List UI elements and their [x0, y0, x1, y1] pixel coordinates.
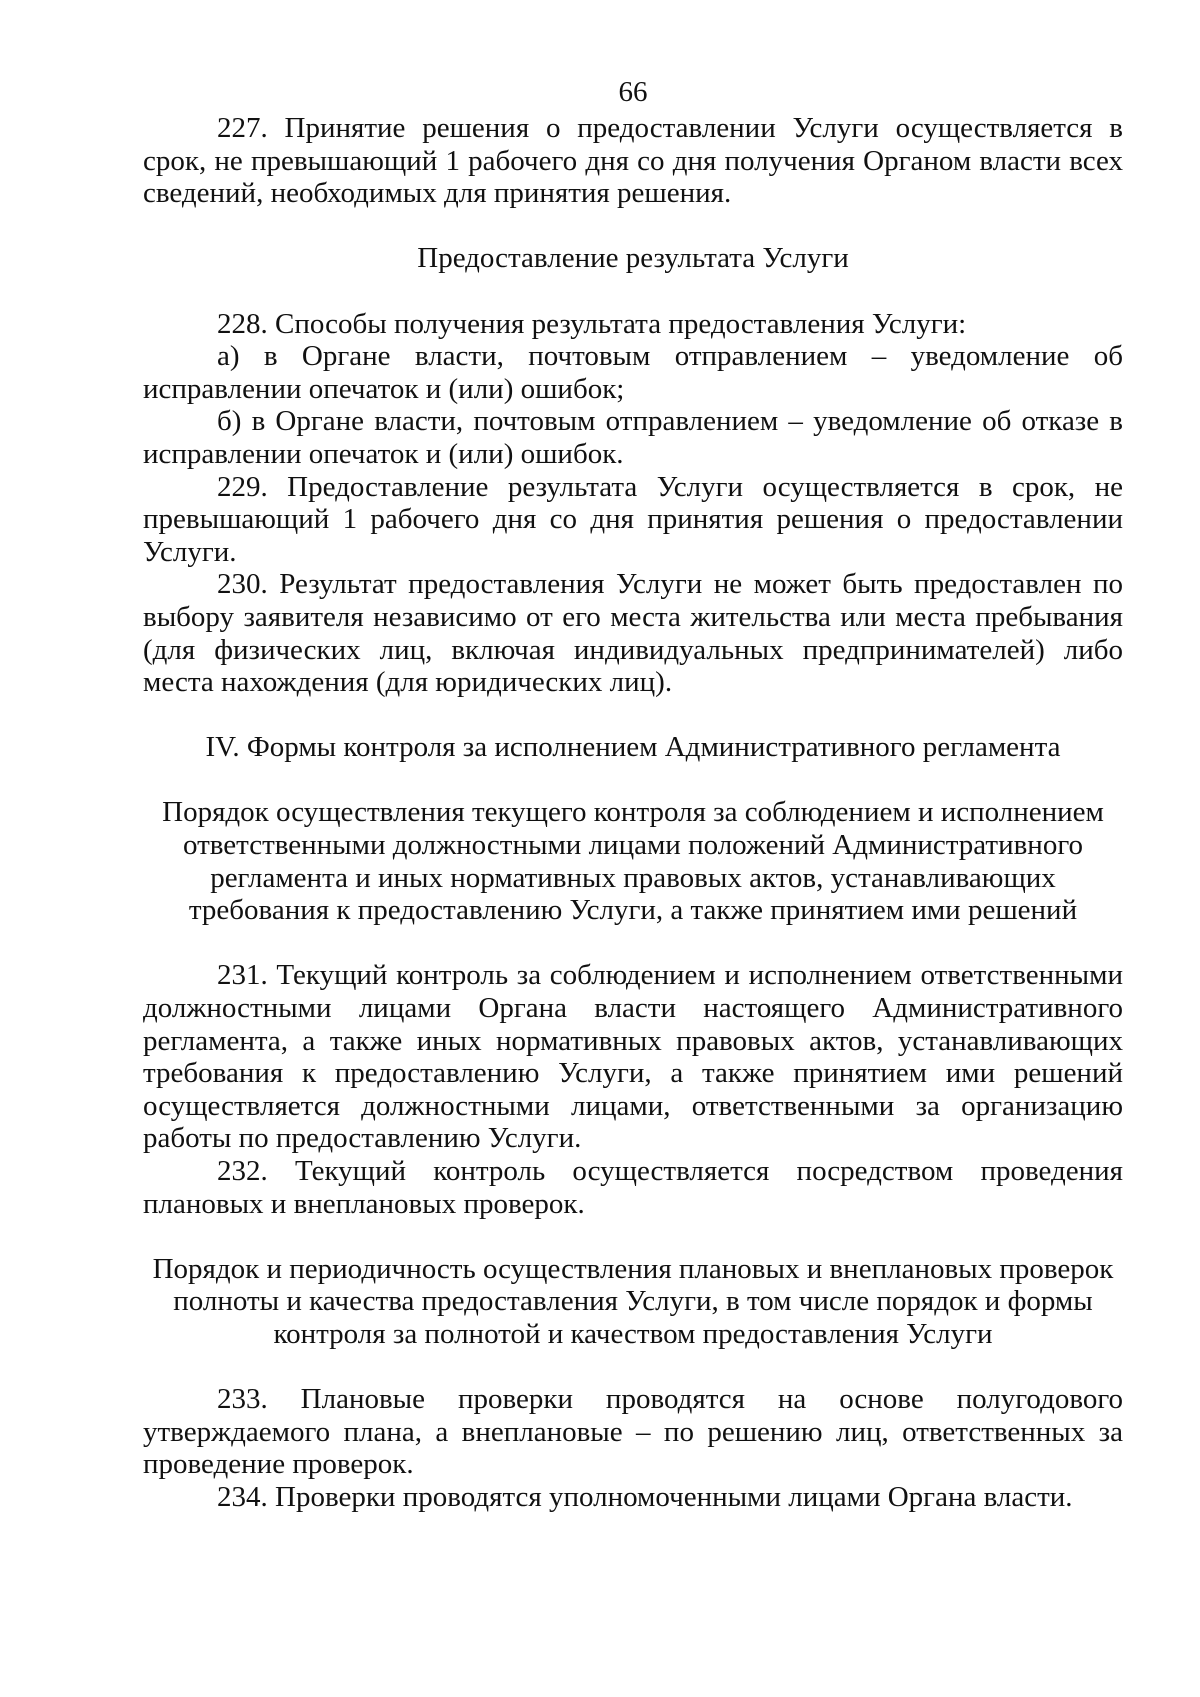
section-heading-result: Предоставление результата Услуги	[417, 242, 849, 275]
paragraph-228-a: а) в Органе власти, почтовым отправлением – уведомление об исправлении опечаток и (или) ошибок;	[143, 340, 1123, 405]
paragraph-233: 233. Плановые проверки проводятся на основе полугодового утверждаемого плана, а внеплановые – по решению лиц, ответственных за проведение проверок.	[143, 1383, 1123, 1481]
paragraph-227: 227. Принятие решения о предоставлении Услуги осуществляется в срок, не превышающий 1 рабочего дня со дня получения Органом власти всех сведений, необходимых для принятия решения.	[143, 112, 1123, 210]
paragraph-230: 230. Результат предоставления Услуги не может быть предоставлен по выбору заявителя независимо от его места жительства или места пребывания (для физических лиц, включая индивидуальных предпринимателей) либо места нахождения (для юридических лиц).	[143, 568, 1123, 699]
page-content	[143, 72, 1123, 1514]
paragraph-228: 228. Способы получения результата предоставления Услуги:	[217, 307, 967, 340]
spacer	[143, 927, 1123, 960]
page-number: 66	[618, 76, 648, 108]
section-heading-inspections: Порядок и периодичность осуществления плановых и внеплановых проверок полноты и качества предоставления Услуги, в том числе порядок и формы контроля за полнотой и качеством предоставления Услуги	[152, 1252, 1114, 1350]
paragraph-231: 231. Текущий контроль за соблюдением и исполнением ответственными должностными лицами Органа власти настоящего Административного регламента, а также иных нормативных правовых актов, устанавливающих требования к предоставлению Услуги, а также принятием ими решений осуществляется должностными лицами, ответственными за организацию работы по предоставлению Услуги.	[143, 959, 1123, 1155]
section-heading-current-control: Порядок осуществления текущего контроля за соблюдением и исполнением ответственными должностными лицами положений Административного регламента и иных нормативных правовых актов, устанавливающих требования к предоставлению Услуги, а также принятием ими решений	[162, 796, 1104, 927]
paragraph-229: 229. Предоставление результата Услуги осуществляется в срок, не превышающий 1 рабочего дня со дня принятия решения о предоставлении Услуги.	[143, 470, 1123, 568]
paragraph-234: 234. Проверки проводятся уполномоченными лицами Органа власти.	[217, 1480, 1073, 1513]
spacer	[143, 275, 1123, 308]
spacer	[143, 764, 1123, 797]
spacer	[143, 1351, 1123, 1384]
spacer	[143, 1220, 1123, 1253]
spacer	[143, 210, 1123, 243]
spacer	[143, 699, 1123, 732]
paragraph-232: 232. Текущий контроль осуществляется посредством проведения плановых и внеплановых проверок.	[143, 1155, 1123, 1220]
paragraph-228-b: б) в Органе власти, почтовым отправлением – уведомление об отказе в исправлении опечаток и (или) ошибок.	[143, 405, 1123, 470]
chapter-heading-iv: IV. Формы контроля за исполнением Административного регламента	[205, 731, 1061, 764]
